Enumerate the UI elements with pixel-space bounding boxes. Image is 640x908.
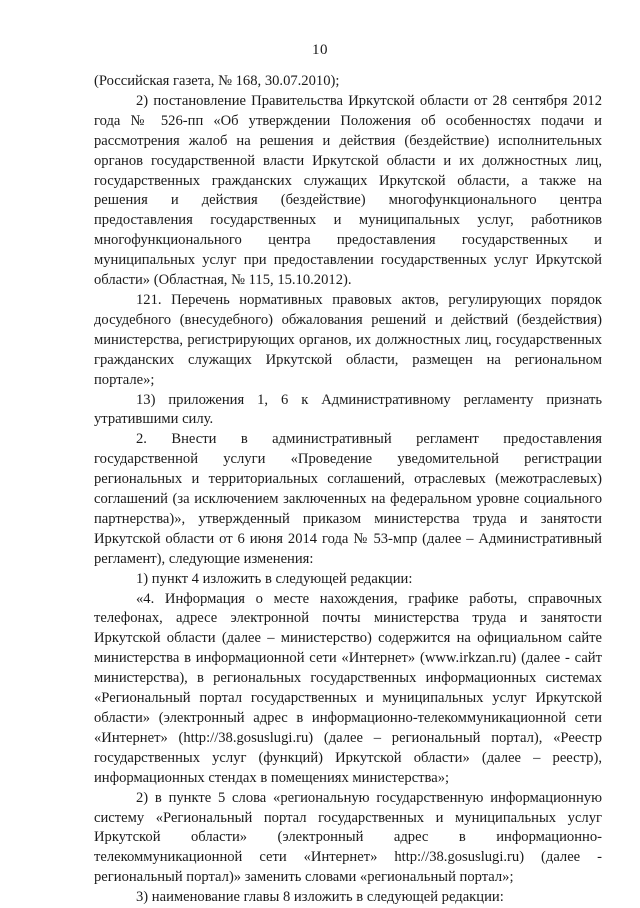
paragraph-subitem-2: 2) в пункте 5 слова «региональную государственную информационную систему «Региональный портал государственных и муниципальных услуг Иркутской области» (электронный адрес в информационно-телекоммуникационной сети «Интернет» http://38.gosuslugi.ru) (далее - региональный портал)» заменить словами «региональный портал»; <box>94 789 602 886</box>
paragraph-item-2-amendments: 2. Внести в административный регламент предоставления государственной услуги «Проведение уведомительной регистрации региональных и территориальных соглашений, отраслевых (межотраслевых) соглашений (за исключением заключенных на федеральном уровне социального партнерства)», утвержденный приказом министерства труда и занятости Иркутской области от 6 июня 2014 года № 53-мпр (далее – Административный регламент), следующие изменения: <box>94 431 602 567</box>
paragraph-item-121: 121. Перечень нормативных правовых актов, регулирующих порядок досудебного (внесудебного) обжалования решений и действий (бездействия) министерства, регистрирующих органов, их должностных лиц, государственных гражданских служащих Иркутской области, размещен на региональном портале»; <box>94 291 602 388</box>
paragraph-citation-end: (Российская газета, № 168, 30.07.2010); <box>94 73 340 89</box>
paragraph-subitem-3: 3) наименование главы 8 изложить в следующей редакции: <box>136 889 504 906</box>
paragraph-item-13: 13) приложения 1, 6 к Административному регламенту признать утратившими силу. <box>94 391 602 428</box>
page-number: 10 <box>312 42 328 58</box>
paragraph-point-4-text: «4. Информация о месте нахождения, графике работы, справочных телефонах, адресе электронной почты министерства труда и занятости Иркутской области (далее – министерство) содержится на официальном сайте министерства в информационной сети «Интернет» (www.irkzan.ru) (далее - сайт министерства), в региональных государственных информационных системах «Региональный портал государственных и муниципальных услуг Иркутской области» (электронный адрес в информационно-телекоммуникационной сети «Интернет» (http://38.gosuslugi.ru) (далее – региональный портал), «Реестр государственных услуг (функций) Иркутской области» (далее – реестр), информационных стендах в помещениях министерства»; <box>94 590 602 786</box>
paragraph-resolution-526pp: 2) постановление Правительства Иркутской области от 28 сентября 2012 года № 526-пп «Об утверждении Положения об особенностях подачи и рассмотрения жалоб на решения и действия (бездействие) исполнительных органов государственной власти Иркутской области и их должностных лиц, государственных гражданских служащих Иркутской области, а также на решения и действия (бездействие) многофункционального центра предоставления государственных и муниципальных услуг, работников многофункционального центра предоставления государственных и муниципальных услуг при предоставлении государственных услуг Иркутской области» (Областная, № 115, 15.10.2012). <box>94 92 602 289</box>
paragraph-subitem-1: 1) пункт 4 изложить в следующей редакции: <box>136 570 413 587</box>
document-body <box>94 72 602 908</box>
